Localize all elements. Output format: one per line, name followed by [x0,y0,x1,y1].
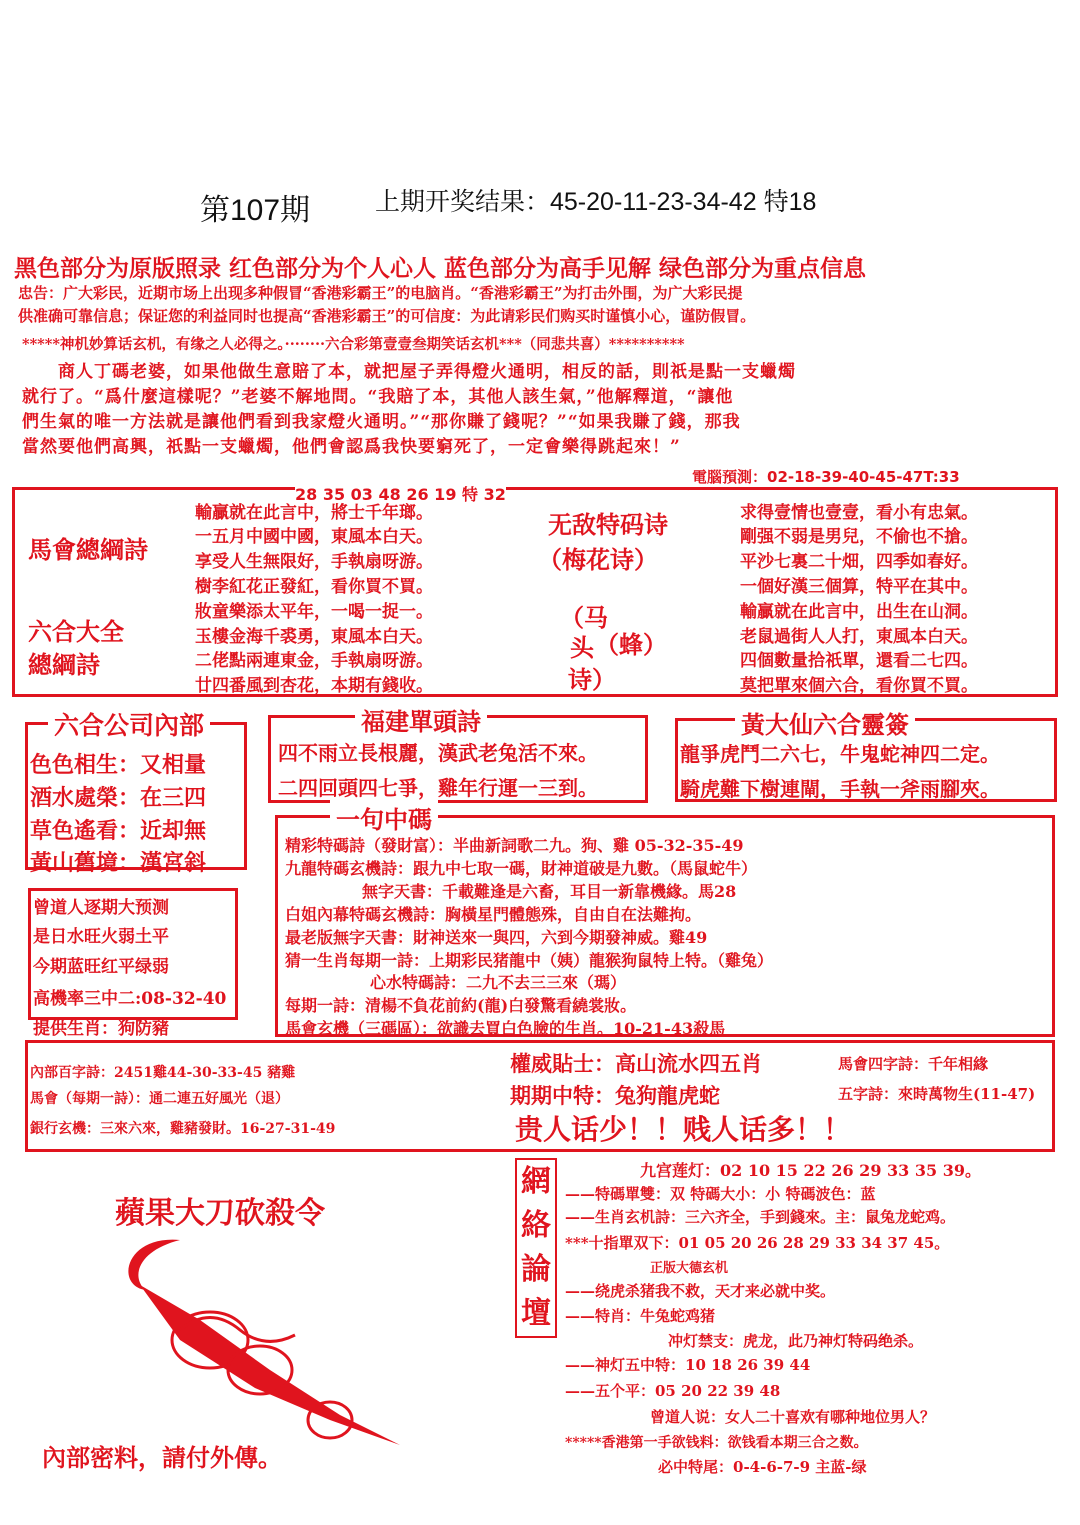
daoren-line: 提供生肖：狗防豬 [33,1019,169,1039]
fujian-title: 福建單頭詩 [355,702,487,737]
color-legend: 黑色部分为原版照录 红色部分为个人心人 蓝色部分为高手见解 绿色部分为重点信息 [14,256,867,282]
center-shi: 诗） [568,665,616,694]
daoren-line: 是日水旺火弱土平 [33,927,169,947]
poem-line: 剛强不弱是男兒，不偷也不搶。 [740,527,978,547]
forum-line: *****香港第一手欲钱料：欲钱看本期三合之数。 [565,1435,868,1451]
poem-line: 享受人生無限好，手執扇呀游。 [195,552,433,572]
poem-line: 廿四番風到杏花，本期有錢收。 [195,676,433,696]
forum-line: ——五个平：05 20 22 39 48 [565,1382,781,1400]
yiju-line: 心水特碼詩：二九不去三三來（瑪） [370,973,627,992]
issue-number: 第107期 [200,194,311,227]
company-line: 酒水處榮：在三四 [30,785,207,811]
poem-line: 一五月中國中國，東風本白天。 [195,527,433,547]
joke-title: *****神机妙算话玄机，有缘之人必得之。········六合彩第壹壹叁期笑话玄机***（同悲共喜）********** [22,336,685,353]
company-title: 六合公司內部 [48,706,210,742]
sword-title: 蘋果大刀砍殺令 [115,1196,325,1231]
forum-vertical-title: 網絡論壇 [515,1158,557,1338]
poem-line: 輸贏就在此言中，將士千年瑯。 [195,503,433,523]
company-line: 黃山舊境：漢宮斜 [30,850,207,876]
authority-tip: 權威貼士：高山流水四五肖 [510,1051,762,1076]
huang-title: 黃大仙六合靈簽 [735,705,915,740]
forum-line: 曾道人说：女人二十喜欢有哪种地位男人？ [650,1408,936,1426]
sword-footer: 內部密料，請付外傳。 [42,1443,282,1472]
poem-line: 樹李紅花正發紅，看你買不買。 [195,577,433,597]
blade-shape [140,1285,400,1445]
inner-line: 銀行玄機：三來六來，雞豬發財。16-27-31-49 [30,1121,336,1137]
forum-line: ——绕虎杀猪我不救，天才来必就中奖。 [565,1282,836,1300]
forum-line: ——生肖玄机詩：三六齐全，手到錢來。主：鼠兔龙蛇鸡。 [565,1208,956,1226]
yiju-line: 馬會玄機（三碼區）：欲識去買白色臉的生肖。10-21-43殺馬 [285,1019,726,1038]
yiju-line: 猜一生肖每期一詩：上期彩民猪龍中（姨）龍猴狗鼠特上特。（雞兔） [285,951,774,970]
yiju-line: 每期一詩：清楊不負花前約(龍)白發驚看繞裳妝。 [285,996,637,1015]
crescent-icon [128,1240,180,1290]
poem-line: 妝童樂添太平年，一喝一捉一。 [195,602,433,622]
forum-line: 正版大德玄机 [650,1261,729,1276]
last-result: 上期开奖结果：45-20-11-23-34-42 特18 [375,188,817,216]
poem-line: 求得壹情也壹壹，看小有忠氣。 [740,503,978,523]
forum-line: 九宫莲灯：02 10 15 22 26 29 33 35 39。 [640,1161,981,1180]
joke-line: 當然要他們高興，祇點一支蠟燭，他們會認爲我快要窮死了，一定會樂得跳起來！” [22,437,681,457]
computer-prediction: 電腦預測：02-18-39-40-45-47T:33 [692,468,960,486]
sword-illustration [30,1230,430,1470]
poem-line: 四個數量拾祇單，還看二七四。 [740,651,978,671]
mahui-four-word: 馬會四字詩：千年相緣 [838,1055,989,1073]
poem-line: 莫把單來個六合，看你買不買。 [740,676,978,696]
poem-line: 老鼠過街人人打，東風本白天。 [740,627,978,647]
daoren-line: 今期蓝旺红平绿弱 [33,957,169,977]
notice-line: 供准确可靠信息；保证您的利益同时也提高“香港彩霸王”的可信度：为此请彩民们购买时谨慎小心，谨防假冒。 [18,307,756,325]
daoren-line: 曾道人逐期大预测 [33,898,169,918]
center-feng: （蜂） [595,630,667,659]
poem-line: 平沙七裏二十畑，四季如春好。 [740,552,978,572]
joke-line: 們生氣的唯一方法就是讓他們看到我家燈火通明。”“那你賺了錢呢？”“如果我賺了錢，那我 [22,412,741,432]
center-title: 无敌特码诗 [548,510,668,539]
huang-line: 騎虎難下樹連閘，手執一斧雨腳夾。 [680,777,1000,801]
forum-line: ***十指單双下：01 05 20 26 28 29 33 34 37 45。 [565,1234,950,1252]
yiju-line: 最老版無字天書：財神送來一與四，六到今期發神威。雞49 [285,928,708,947]
yiju-line: 精彩特碼詩（發財富）：半曲新詞歌二九。狗、雞 05-32-35-49 [285,836,744,855]
forum-line: 冲灯禁支：虎龙，此乃神灯特码绝杀。 [668,1332,924,1350]
yiju-line: 九龍特碼玄機詩：跟九中七取一碼，財神道破是九數。（馬鼠蛇牛） [285,859,758,878]
yiju-title: 一句中碼 [330,800,438,835]
fujian-line: 二四回頭四七爭，雞年行運一三到。 [278,776,598,800]
joke-line: 商人丁碼老婆，如果他做生意賠了本，就把屋子弄得燈火通明，相反的話，則祇是點一支蠟燭 [58,362,796,382]
joke-line: 就行了。“爲什麼這樣呢？”老婆不解地問。“我賠了本，其他人該生氣，”他解釋道，“讓他 [22,387,734,407]
poem-line: 二佬點兩連東金，手執扇呀游。 [195,651,433,671]
poem-label-liuhe-2: 總綱詩 [28,650,100,679]
each-period-tip: 期期中特：兔狗龍虎蛇 [510,1083,720,1108]
center-tou: 头 [570,633,594,662]
huang-line: 龍爭虎鬥二六七，牛鬼蛇神四二定。 [680,742,1000,766]
poem-line: 一個好漢三個算，特平在其中。 [740,577,978,597]
inner-line: 內部百字詩：2451雞44-30-33-45 豬雞 [30,1065,296,1081]
forum-line: ——特碼單雙：双 特碼大小：小 特碼波色：蓝 [565,1185,876,1203]
poem-line: 玉樓金海千裘勇，東風本白天。 [195,627,433,647]
five-word-poem: 五字詩：來時萬物生(11-47) [838,1085,1036,1103]
center-subtitle: （梅花诗） [538,545,658,574]
inner-line: 馬會（每期一詩）：通二連五好風光（退） [30,1091,289,1107]
poem-label-mahui: 馬會總綱詩 [28,535,148,564]
forum-line: ——特肖：牛兔蛇鸡猪 [565,1307,716,1325]
slogan: 贵人话少！！贱人话多！！ [515,1113,852,1146]
poem-label-liuhe: 六合大全 [28,617,124,646]
company-line: 草色遙看：近却無 [30,818,207,844]
notice-line: 忠告：广大彩民，近期市场上出现多种假冒“香港彩霸王”的电脑肖。“香港彩霸王”为打击外围，为广大彩民提 [18,284,743,302]
poem-top-numbers: 28 35 03 48 26 19 特 32 [295,482,506,505]
forum-line: ——神灯五中特：10 18 26 39 44 [565,1356,811,1374]
center-ma: （马 [560,603,608,632]
yiju-line: 無字天書：千載難逢是六畜，耳目一新靠機緣。馬28 [362,882,737,901]
daoren-line: 高機率三中二:08-32-40 [33,989,227,1009]
company-line: 色色相生：又相量 [30,752,207,778]
yiju-line: 白姐內幕特碼玄機詩：胸橫星門體態殊，自由自在法難拘。 [285,905,702,924]
poem-line: 輸贏就在此言中，出生在山洞。 [740,602,978,622]
forum-line: 必中特尾：0-4-6-7-9 主蓝-绿 [658,1458,867,1476]
fujian-line: 四不雨立長根麗，漢武老兔活不來。 [278,741,598,765]
